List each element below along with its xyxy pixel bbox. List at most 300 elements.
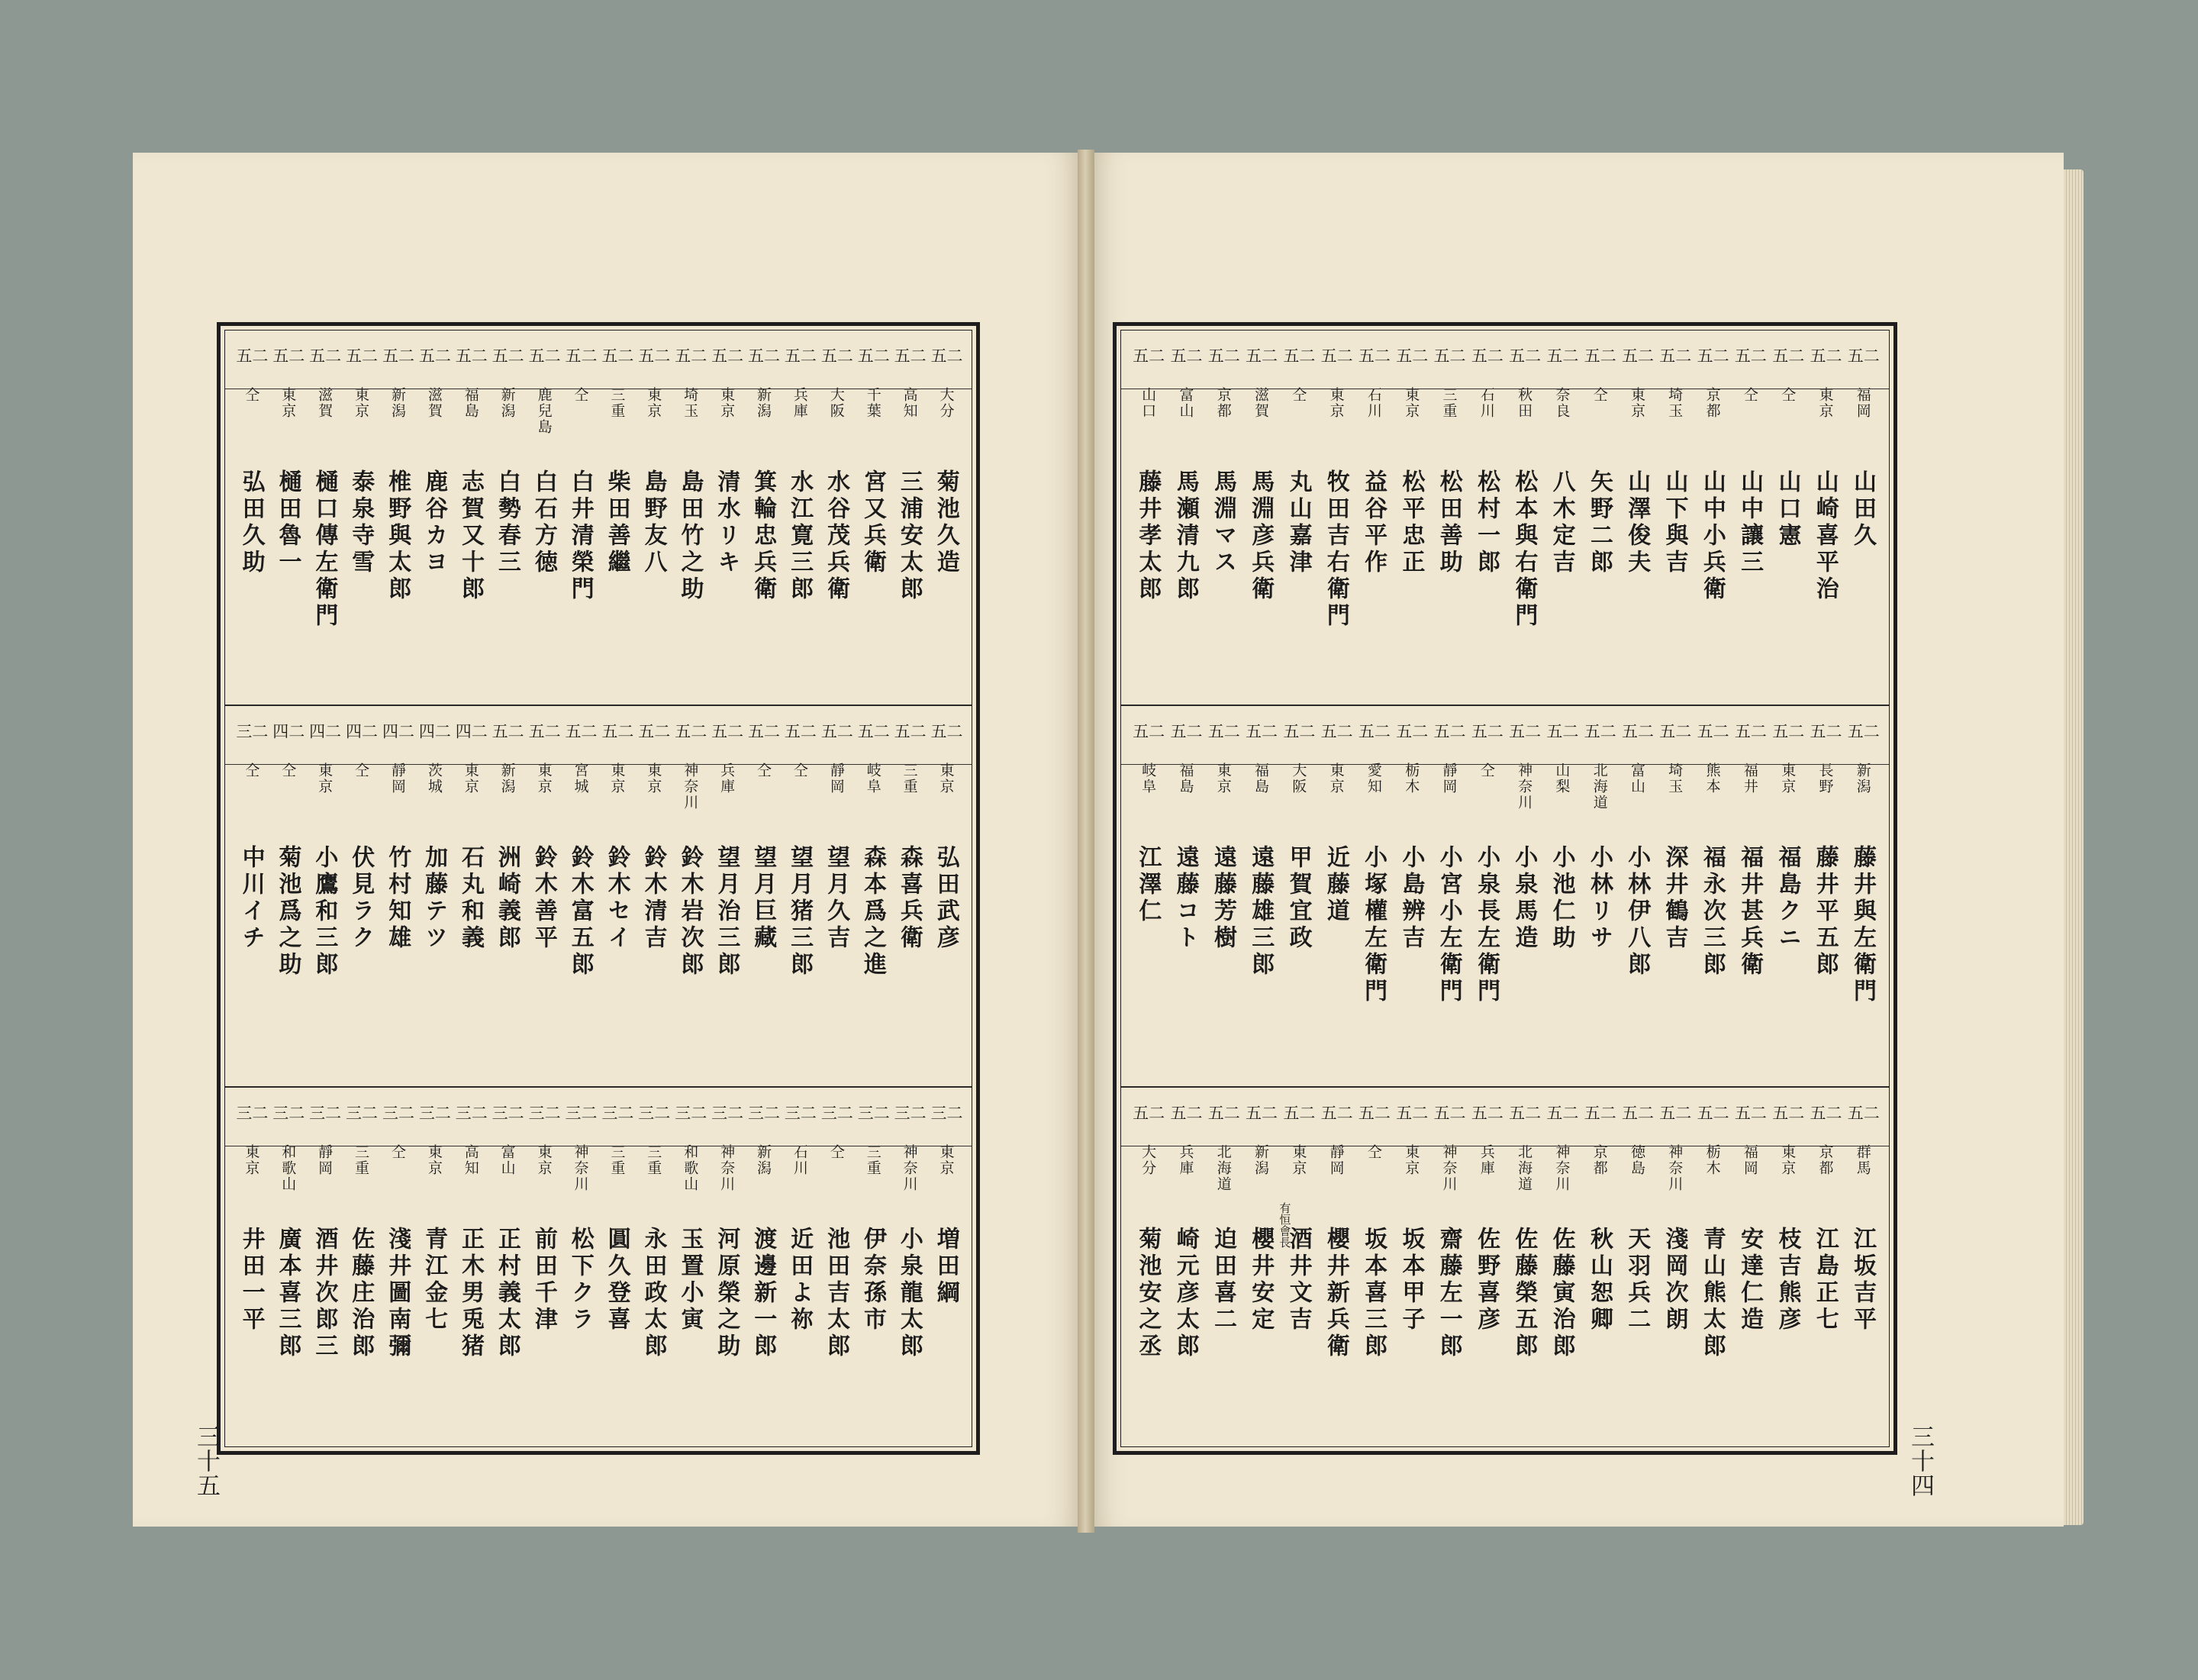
entry-prefecture: 仝 [1365, 1144, 1382, 1160]
entry-section: 二五 [1394, 1104, 1429, 1121]
entry-prefecture: 仝 [1741, 387, 1758, 403]
entry-name: 佐藤寅治郎 [1548, 1227, 1575, 1360]
entry-name: 小塚權左衛門 [1360, 845, 1387, 1005]
entry-name: 望月久吉 [823, 845, 850, 952]
name-band-1 [225, 331, 972, 705]
entry-name: 鈴木岩次郎 [676, 845, 704, 979]
entry-prefecture: 三重 [901, 763, 918, 795]
entry-name: 小泉長左衛門 [1473, 845, 1500, 1005]
entry-prefecture: 千葉 [864, 387, 881, 419]
entry-name: 三浦安太郎 [895, 469, 923, 603]
entry-prefecture: 栃木 [1703, 1144, 1721, 1176]
entry-name: 椎野與太郎 [384, 469, 411, 603]
entry-prefecture: 京都 [1214, 387, 1232, 419]
entry-section: 二五 [892, 347, 927, 363]
entry-section: 二四 [270, 723, 305, 739]
entry-name: 小泉龍太郎 [895, 1227, 923, 1360]
entry-column [1731, 706, 1768, 1088]
entry-prefecture: 兵庫 [718, 763, 736, 795]
entry-prefecture: 群馬 [1854, 1144, 1871, 1176]
entry-section: 二四 [380, 723, 415, 739]
entry-section: 二五 [380, 347, 415, 363]
entry-name: 青江金七 [421, 1227, 448, 1333]
entry-section: 二五 [1356, 347, 1391, 363]
entry-column [488, 331, 525, 705]
entry-column [488, 706, 525, 1088]
entry-name: 八木定吉 [1548, 469, 1575, 576]
entry-prefecture: 東京 [535, 1144, 553, 1176]
entry-name: 前田千津 [530, 1227, 557, 1333]
entry-section: 二三 [490, 1104, 525, 1121]
entry-prefecture: 高知 [901, 387, 918, 419]
entry-prefecture: 熊本 [1703, 763, 1721, 795]
entry-section: 二三 [819, 1104, 854, 1121]
entry-section: 二五 [1394, 347, 1429, 363]
entry-column [1242, 1088, 1279, 1446]
entry-section: 二五 [1657, 723, 1692, 739]
entry-columns [1121, 1088, 1889, 1446]
entry-column [1129, 1088, 1166, 1446]
entry-column [1505, 706, 1542, 1088]
entry-column [891, 1088, 927, 1446]
entry-name: 永田政太郎 [640, 1227, 667, 1360]
entry-column [1317, 706, 1354, 1088]
entry-section: 二五 [709, 723, 744, 739]
entry-name: 遠藤コト [1172, 845, 1199, 952]
entry-note: 有恒會長 [1278, 1202, 1292, 1248]
entry-name: 白井清榮門 [566, 469, 594, 603]
entry-name: 秋山恕卿 [1585, 1227, 1613, 1333]
entry-name: 加藤テツ [421, 845, 448, 952]
entry-prefecture: 東京 [1214, 763, 1232, 795]
entry-name: 馬淵マス [1209, 469, 1236, 576]
entry-column [1355, 1088, 1392, 1446]
entry-column [1204, 1088, 1242, 1446]
entry-prefecture: 仝 [827, 1144, 845, 1160]
entry-prefecture: 東京 [425, 1144, 443, 1176]
entry-section: 二五 [1770, 347, 1805, 363]
entry-prefecture: 東京 [645, 763, 662, 795]
entry-section: 二五 [1206, 347, 1241, 363]
entry-section: 二五 [1469, 1104, 1504, 1121]
entry-prefecture: 新潟 [755, 1144, 772, 1176]
entry-section: 二五 [1507, 723, 1542, 739]
entry-column [1542, 706, 1580, 1088]
entry-column [1166, 331, 1204, 705]
entry-name: 弘田久助 [237, 469, 265, 576]
entry-section: 二五 [672, 723, 707, 739]
entry-columns [1121, 706, 1889, 1088]
entry-name: 江澤仁 [1134, 845, 1162, 925]
entry-section: 二五 [1206, 1104, 1241, 1121]
entry-prefecture: 東京 [937, 763, 955, 795]
entry-prefecture: 大分 [937, 387, 955, 419]
entry-column [672, 706, 708, 1088]
entry-section: 二五 [1243, 347, 1278, 363]
right-page-number: 三十四 [1906, 1424, 1934, 1498]
entry-section: 二五 [746, 347, 781, 363]
entry-name: 島田竹之助 [676, 469, 704, 603]
entry-column [269, 331, 306, 705]
entry-column [488, 1088, 525, 1446]
entry-name: 森喜兵衛 [895, 845, 923, 952]
entry-prefecture: 福島 [462, 387, 479, 419]
entry-prefecture: 兵庫 [1177, 1144, 1194, 1176]
entry-section: 二五 [527, 723, 562, 739]
entry-section: 二五 [1281, 723, 1316, 739]
entry-name: 小島辨吉 [1397, 845, 1425, 952]
entry-prefecture: 東京 [645, 387, 662, 419]
entry-name: 望月巨藏 [749, 845, 777, 952]
entry-name: 江島正七 [1811, 1227, 1839, 1333]
entry-column [635, 331, 672, 705]
entry-name: 箕輪忠兵衛 [749, 469, 777, 603]
entry-section: 二三 [856, 1104, 891, 1121]
entry-section: 二五 [636, 347, 671, 363]
entry-name: 望月猪三郎 [786, 845, 814, 979]
entry-prefecture: 神奈川 [1440, 1144, 1458, 1192]
entry-column [452, 331, 488, 705]
entry-column [1129, 331, 1166, 705]
entry-column [1844, 331, 1881, 705]
entry-section: 二五 [1732, 1104, 1768, 1121]
entry-name: 石丸和義 [457, 845, 485, 952]
entry-name: 小鷹和三郎 [311, 845, 338, 979]
entry-name: 白勢春三 [493, 469, 520, 576]
entry-column [1806, 1088, 1843, 1446]
entry-prefecture: 岐阜 [1139, 763, 1157, 795]
entry-column [269, 1088, 306, 1446]
entry-column [891, 331, 927, 705]
entry-section: 二四 [307, 723, 342, 739]
entry-name: 松平忠正 [1397, 469, 1425, 576]
entry-column [927, 331, 964, 705]
entry-column [817, 1088, 854, 1446]
entry-section: 二五 [562, 347, 598, 363]
entry-name: 増田綱 [932, 1227, 959, 1307]
right-page-frame [1113, 322, 1897, 1455]
entry-column [891, 706, 927, 1088]
entry-prefecture: 高知 [462, 1144, 479, 1176]
entry-column [1655, 706, 1693, 1088]
entry-name: 山中讓三 [1736, 469, 1764, 576]
entry-column [1392, 1088, 1429, 1446]
name-band-3 [1121, 1086, 1889, 1446]
entry-name: 酒井次郎三 [311, 1227, 338, 1360]
entry-prefecture: 東京 [718, 387, 736, 419]
entry-name: 松本與右衛門 [1510, 469, 1538, 630]
entry-columns [1121, 331, 1889, 705]
entry-section: 二五 [892, 723, 927, 739]
entry-prefecture: 大阪 [827, 387, 845, 419]
entry-section: 二五 [1732, 347, 1768, 363]
entry-name: 鈴木善平 [530, 845, 557, 952]
entry-column [672, 331, 708, 705]
entry-column [1204, 706, 1242, 1088]
left-page-frame [217, 322, 980, 1455]
entry-column [562, 331, 598, 705]
entry-prefecture: 三重 [645, 1144, 662, 1176]
entry-section: 二五 [1695, 723, 1730, 739]
entry-section: 二三 [672, 1104, 707, 1121]
entry-column [598, 1088, 635, 1446]
right-frame-inner [1120, 330, 1890, 1447]
band-rule [1121, 764, 1889, 765]
entry-column [1542, 1088, 1580, 1446]
entry-prefecture: 滋賀 [1252, 387, 1270, 419]
entry-section: 二五 [1582, 723, 1617, 739]
entry-column [1166, 1088, 1204, 1446]
entry-section: 二五 [929, 347, 964, 363]
entry-name: 山澤俊夫 [1623, 469, 1651, 576]
name-band-2 [1121, 705, 1889, 1088]
entry-column [1844, 706, 1881, 1088]
entry-column [1581, 331, 1618, 705]
entry-section: 二五 [1394, 723, 1429, 739]
entry-section: 二五 [672, 347, 707, 363]
band-rule [225, 764, 972, 765]
entry-name: 青山熊太郎 [1698, 1227, 1726, 1360]
entry-section: 二五 [1732, 723, 1768, 739]
entry-prefecture: 兵庫 [1478, 1144, 1495, 1176]
entry-prefecture: 滋賀 [425, 387, 443, 419]
entry-column [1844, 1088, 1881, 1446]
entry-column [1655, 331, 1693, 705]
entry-section: 二五 [782, 723, 817, 739]
entry-section: 二五 [636, 723, 671, 739]
entry-column [1392, 331, 1429, 705]
entry-section: 二三 [562, 1104, 598, 1121]
entry-column [525, 706, 562, 1088]
entry-section: 二五 [1168, 347, 1203, 363]
entry-column [562, 706, 598, 1088]
entry-name: 池田吉太郎 [823, 1227, 850, 1360]
entry-name: 島野友八 [640, 469, 667, 576]
entry-column [233, 706, 269, 1088]
entry-column [452, 1088, 488, 1446]
entry-section: 二五 [856, 723, 891, 739]
entry-prefecture: 東京 [1327, 387, 1345, 419]
entry-section: 二五 [562, 723, 598, 739]
entry-column [1392, 706, 1429, 1088]
entry-section: 二三 [343, 1104, 379, 1121]
entry-prefecture: 滋賀 [316, 387, 334, 419]
name-band-3 [225, 1086, 972, 1446]
entry-name: 佐藤庄治郎 [347, 1227, 375, 1360]
entry-prefecture: 福島 [1177, 763, 1194, 795]
entry-name: 馬淵彦兵衛 [1247, 469, 1275, 603]
entry-column [635, 706, 672, 1088]
entry-section: 二三 [636, 1104, 671, 1121]
entry-section: 二五 [819, 347, 854, 363]
entry-prefecture: 京都 [1816, 1144, 1834, 1176]
entry-name: 樋口傳左衛門 [311, 469, 338, 630]
entry-column [635, 1088, 672, 1446]
entry-column [1468, 706, 1505, 1088]
entry-name: 菊池爲之助 [274, 845, 301, 979]
entry-name: 佐藤榮五郎 [1510, 1227, 1538, 1360]
entry-prefecture: 神奈川 [682, 763, 699, 811]
entry-prefecture: 仝 [243, 387, 260, 403]
entry-prefecture: 秋田 [1516, 387, 1533, 419]
entry-column [708, 706, 745, 1088]
entry-section: 二五 [1356, 1104, 1391, 1121]
entry-column [854, 331, 891, 705]
entry-name: 藤井孝太郎 [1134, 469, 1162, 603]
entry-section: 二五 [819, 723, 854, 739]
entry-section: 二五 [490, 723, 525, 739]
entry-section: 二四 [453, 723, 488, 739]
entry-name: 水谷茂兵衛 [823, 469, 850, 603]
entry-column [1731, 1088, 1768, 1446]
entry-column [1355, 331, 1392, 705]
entry-name: 泰泉寺雪 [347, 469, 375, 576]
entry-column [415, 1088, 452, 1446]
entry-section: 二五 [856, 347, 891, 363]
entry-prefecture: 東京 [608, 763, 626, 795]
entry-section: 二五 [1319, 347, 1354, 363]
left-page-number: 三十五 [192, 1424, 220, 1498]
entry-name: 小宮小左衛門 [1435, 845, 1462, 1005]
entry-prefecture: 東京 [1629, 387, 1645, 419]
entry-name: 玉置小寅 [676, 1227, 704, 1333]
entry-column [343, 706, 379, 1088]
entry-prefecture: 東京 [1327, 763, 1345, 795]
entry-prefecture: 大分 [1139, 1144, 1157, 1176]
entry-section: 二五 [1807, 723, 1842, 739]
entry-prefecture: 東京 [462, 763, 479, 795]
entry-prefecture: 愛知 [1365, 763, 1382, 795]
entry-name: 安達仁造 [1736, 1227, 1764, 1333]
entry-prefecture: 山梨 [1553, 763, 1571, 795]
entry-prefecture: 埼玉 [1666, 387, 1684, 419]
entry-section: 二五 [1807, 1104, 1842, 1121]
entry-section: 二三 [929, 1104, 964, 1121]
entry-prefecture: 京都 [1590, 1144, 1608, 1176]
entry-section: 二三 [307, 1104, 342, 1121]
entry-name: 藤井與左衛門 [1849, 845, 1877, 1005]
entry-prefecture: 東京 [243, 1144, 260, 1176]
entry-column [306, 331, 343, 705]
entry-column [1505, 331, 1542, 705]
entry-section: 二五 [1695, 1104, 1730, 1121]
entry-section: 二五 [1206, 723, 1241, 739]
entry-section: 二五 [1544, 347, 1579, 363]
entry-section: 二五 [1130, 347, 1165, 363]
entry-name: 井田一平 [237, 1227, 265, 1333]
entry-column [1581, 1088, 1618, 1446]
entry-name: 鈴木富五郎 [566, 845, 594, 979]
entry-column [1806, 706, 1843, 1088]
entry-prefecture: 三重 [608, 387, 626, 419]
entry-name: 渡邊新一郎 [749, 1227, 777, 1360]
entry-column [1429, 1088, 1467, 1446]
entry-section: 二五 [1469, 347, 1504, 363]
entry-prefecture: 東京 [1779, 1144, 1797, 1176]
entry-column [562, 1088, 598, 1446]
entry-prefecture: 茨城 [425, 763, 443, 795]
entry-name: 廣本喜三郎 [274, 1227, 301, 1360]
entry-section: 二五 [417, 347, 452, 363]
entry-name: 河原榮之助 [713, 1227, 740, 1360]
entry-prefecture: 富山 [498, 1144, 516, 1176]
entry-prefecture: 仝 [791, 763, 808, 779]
entry-name: 小林リサ [1585, 845, 1613, 952]
entry-name: 鹿谷カヨ [421, 469, 448, 576]
entry-section: 二五 [599, 723, 634, 739]
entry-column [817, 331, 854, 705]
entry-section: 二五 [1281, 1104, 1316, 1121]
entry-name: 山下與吉 [1661, 469, 1688, 576]
entry-column [1768, 331, 1806, 705]
entry-column [1166, 706, 1204, 1088]
entry-section: 二五 [234, 347, 269, 363]
entry-name: 菊池久造 [932, 469, 959, 576]
entry-column [1505, 1088, 1542, 1446]
entry-name: 遠藤芳樹 [1209, 845, 1236, 952]
entry-prefecture: 奈良 [1553, 387, 1571, 419]
entry-name: 益谷平作 [1360, 469, 1387, 576]
entry-column [233, 1088, 269, 1446]
entry-prefecture: 仝 [1779, 387, 1797, 403]
entry-column [1129, 706, 1166, 1088]
entry-name: 志賀又十郎 [457, 469, 485, 603]
name-band-1 [1121, 331, 1889, 705]
entry-prefecture: 神奈川 [1553, 1144, 1571, 1192]
entry-column [1317, 331, 1354, 705]
entry-column [1242, 331, 1279, 705]
entry-section: 二五 [1619, 347, 1655, 363]
entry-section: 二五 [1319, 1104, 1354, 1121]
entry-section: 二五 [1130, 1104, 1165, 1121]
entry-name: 福井甚兵衛 [1736, 845, 1764, 979]
entry-column [708, 331, 745, 705]
entry-name: 松村一郎 [1473, 469, 1500, 576]
entry-prefecture: 新潟 [1854, 763, 1871, 795]
entry-name: 圓久登喜 [603, 1227, 630, 1333]
entry-section: 二五 [1582, 1104, 1617, 1121]
entry-section: 二五 [1657, 347, 1692, 363]
entry-section: 二三 [527, 1104, 562, 1121]
entry-column [781, 331, 817, 705]
entry-section: 二三 [746, 1104, 781, 1121]
entry-section: 二五 [1544, 1104, 1579, 1121]
entry-name: 福島クニ [1774, 845, 1801, 952]
entry-prefecture: 東京 [1779, 763, 1797, 795]
entry-prefecture: 神奈川 [901, 1144, 918, 1192]
entry-column [598, 331, 635, 705]
entry-section: 二五 [709, 347, 744, 363]
entry-column [452, 706, 488, 1088]
entry-column [379, 706, 416, 1088]
entry-prefecture: 仝 [353, 763, 370, 779]
entry-section: 二五 [1243, 723, 1278, 739]
entry-prefecture: 北海道 [1590, 763, 1608, 811]
entry-section: 二五 [1807, 347, 1842, 363]
entry-column [1655, 1088, 1693, 1446]
entry-name: 淺岡次朗 [1661, 1227, 1688, 1333]
entry-prefecture: 仝 [1290, 387, 1307, 403]
entry-column [1693, 331, 1730, 705]
entry-column [1618, 331, 1655, 705]
entry-column [306, 1088, 343, 1446]
entry-column [1768, 706, 1806, 1088]
entry-name: 洲崎義郎 [493, 845, 520, 952]
entry-prefecture: 三重 [864, 1144, 881, 1176]
entry-column [672, 1088, 708, 1446]
entry-section: 二五 [1845, 723, 1881, 739]
entry-name: 崎元彦太郎 [1172, 1227, 1199, 1360]
